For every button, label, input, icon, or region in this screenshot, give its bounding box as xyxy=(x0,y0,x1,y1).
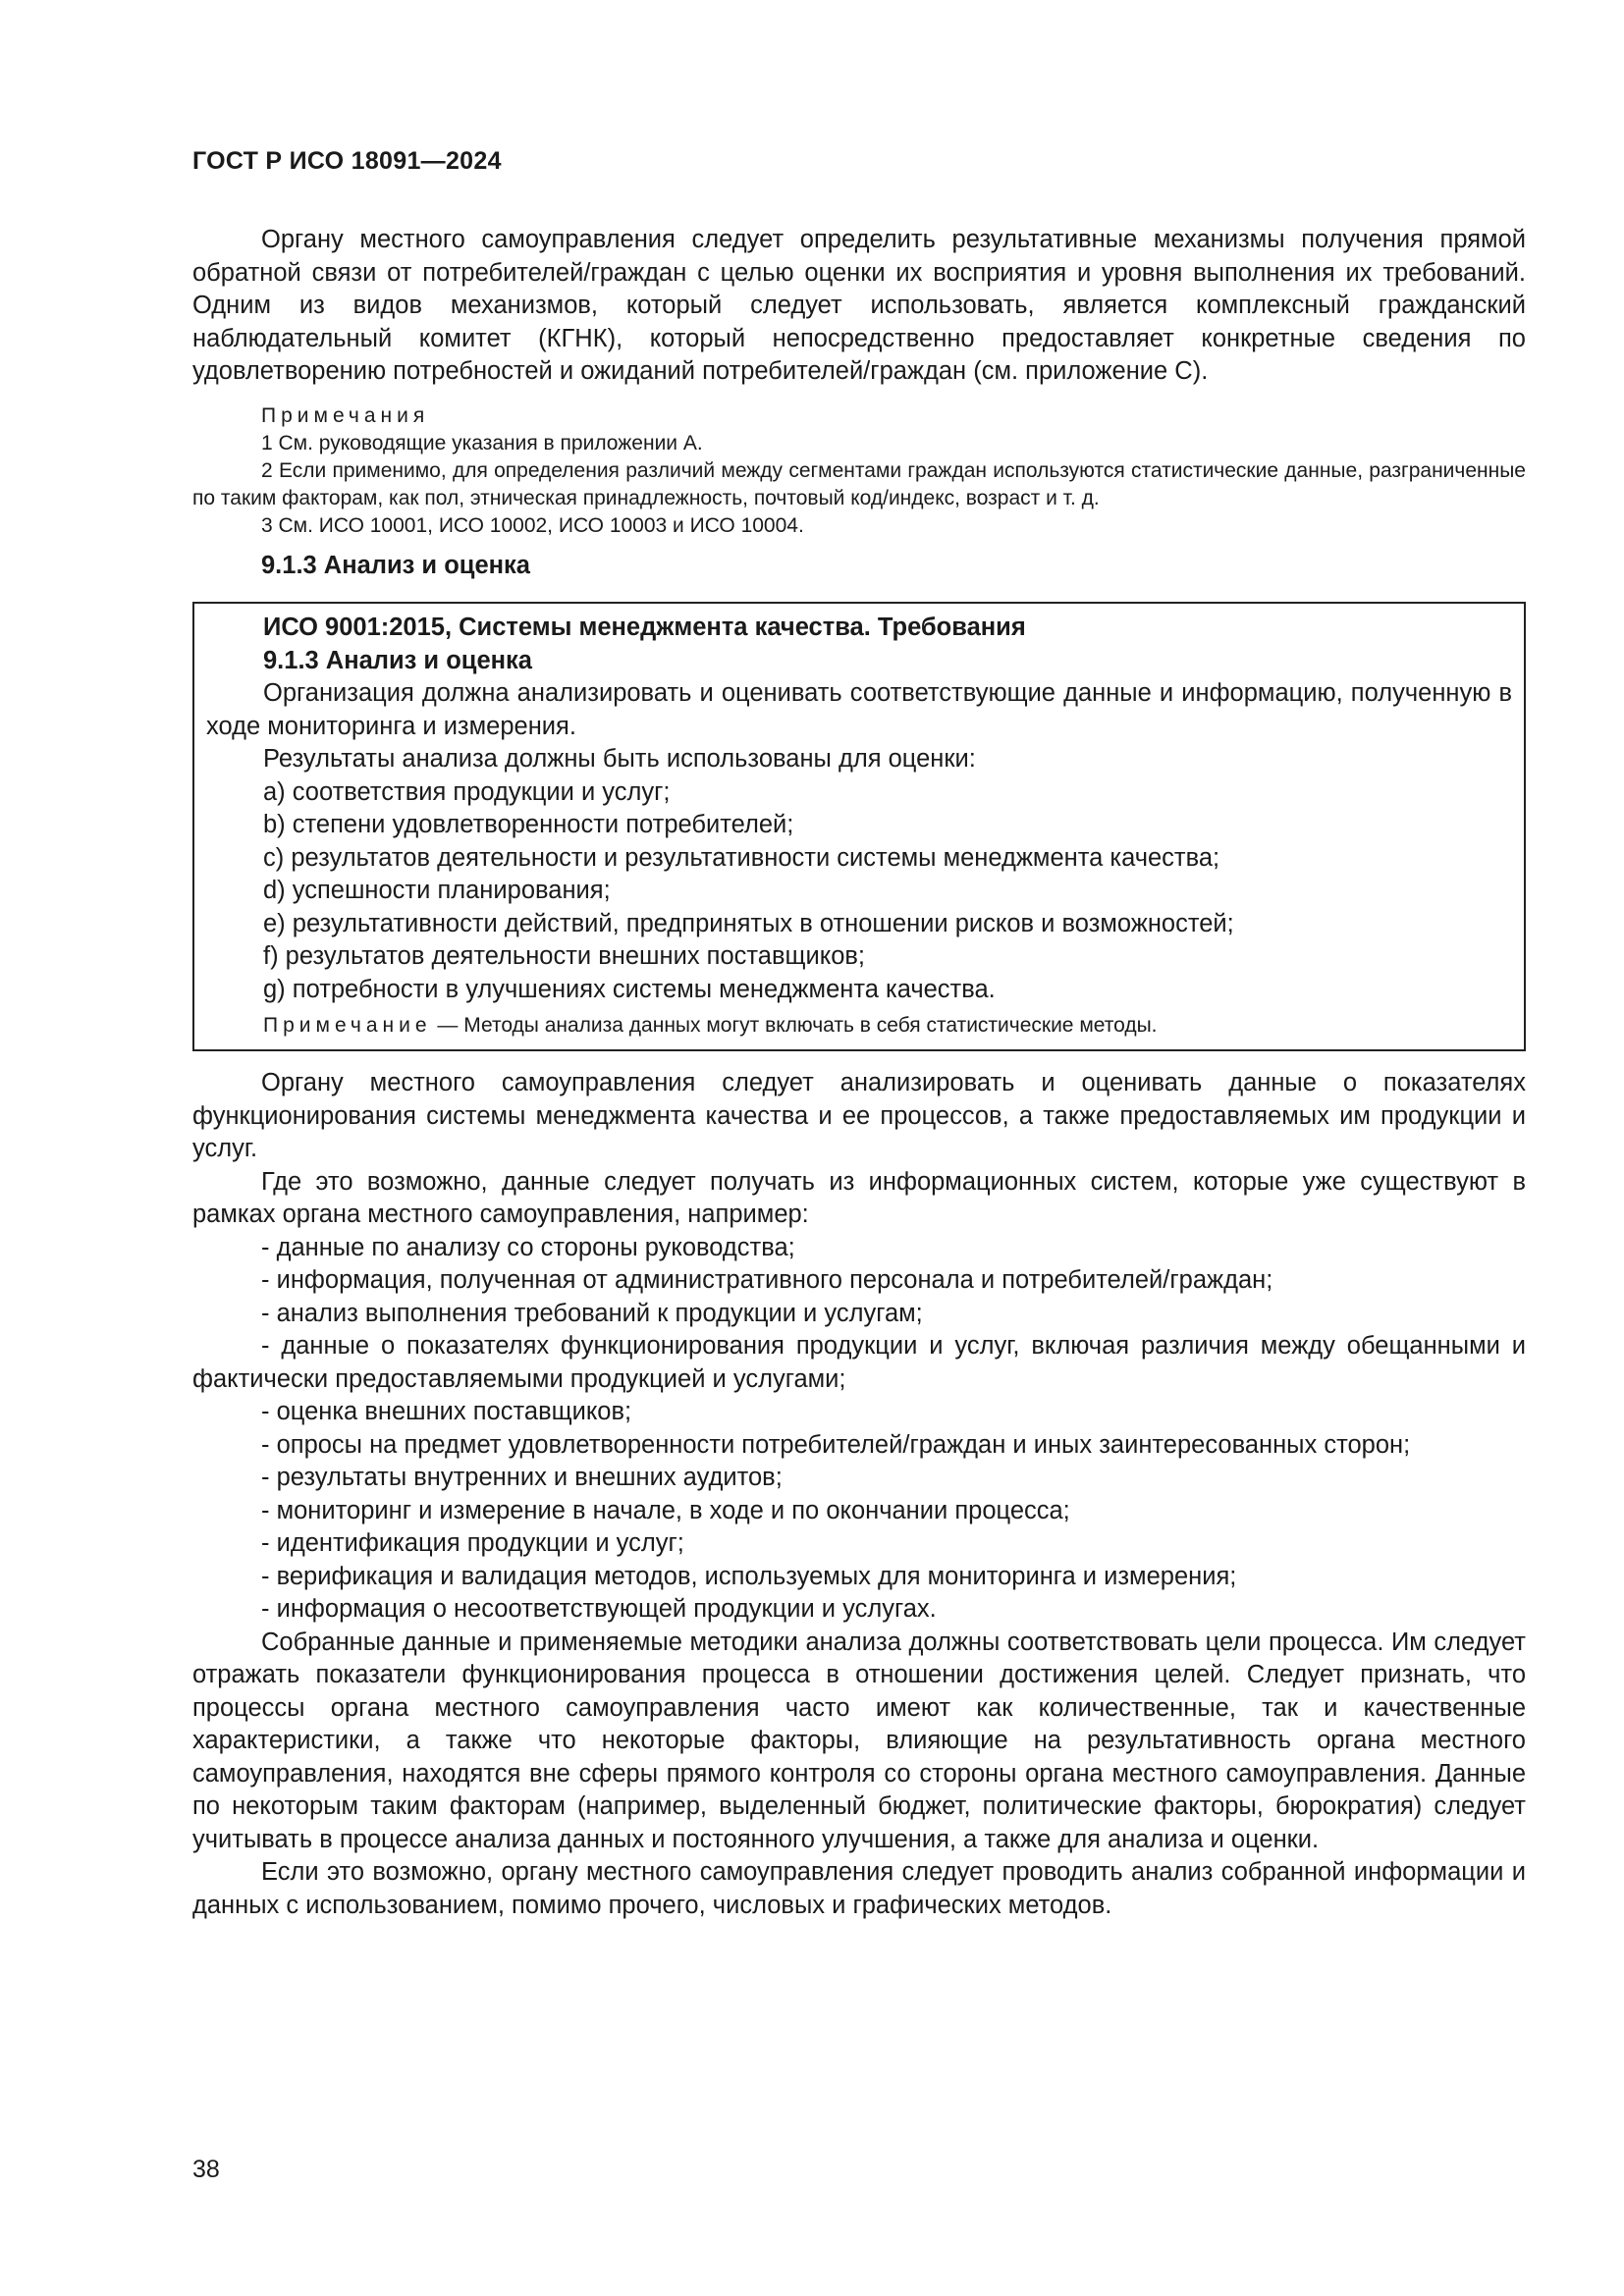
note-item: 3 См. ИСО 10001, ИСО 10002, ИСО 10003 и ИСО 10004. xyxy=(261,513,804,537)
quote-list-item: d) успешности планирования; xyxy=(263,877,611,904)
document-header: ГОСТ Р ИСО 18091—2024 xyxy=(192,147,502,175)
note-item: 2 Если применимо, для определения различий между сегментами граждан используются статистические данные, разграниченные по таким факторам, как пол, этническая принадлежность, почтовый код/индекс, возраст и т. д. xyxy=(192,458,1526,509)
dash-list-item: - информация о несоответствующей продукции и услугах. xyxy=(261,1595,937,1623)
dash-list-item: - результаты внутренних и внешних аудитов; xyxy=(261,1464,783,1491)
notes-title: Примечания xyxy=(261,403,430,427)
note-item: 1 См. руководящие указания в приложении А. xyxy=(261,431,703,454)
quote-title: ИСО 9001:2015, Системы менеджмента качества. Требования xyxy=(263,614,1026,641)
notes-block xyxy=(192,402,1526,540)
quote-note-text: — Методы анализа данных могут включать в себя статистические методы. xyxy=(431,1014,1158,1037)
body-paragraph: Органу местного самоуправления следует анализировать и оценивать данные о показателях функционирования системы менеджмента качества и ее процессов, а также предоставляемых им продукции и услуг. xyxy=(192,1069,1526,1162)
quote-note-label: Примечание xyxy=(263,1014,432,1037)
quote-list-item: f) результатов деятельности внешних поставщиков; xyxy=(263,942,866,970)
intro-paragraph: Органу местного самоуправления следует определить результативные механизмы получения прямой обратной связи от потребителей/граждан с целью оценки их восприятия и уровня выполнения их требований. Одним из видов механизмов, который следует использовать, является комплексный гражданский наблюдательный комитет (КГНК), который непосредственно предоставляет конкретные сведения по удовлетворению потребностей и ожиданий потребителей/граждан (см. приложение С). xyxy=(192,226,1526,385)
quote-note xyxy=(206,1012,1512,1040)
quote-list-item: g) потребности в улучшениях системы менеджмента качества. xyxy=(263,975,996,1003)
section-heading: 9.1.3 Анализ и оценка xyxy=(261,551,530,579)
dash-list-item: - данные о показателях функционирования продукции и услуг, включая различия между обещанными и фактически предоставляемыми продукцией и услугами; xyxy=(192,1332,1526,1393)
dash-list-item: - мониторинг и измерение в начале, в ходе и по окончании процесса; xyxy=(261,1496,1070,1524)
dash-list-item: - опросы на предмет удовлетворенности потребителей/граждан и иных заинтересованных сторон; xyxy=(261,1430,1411,1459)
dash-list-item: - верификация и валидация методов, используемых для мониторинга и измерения; xyxy=(261,1562,1237,1590)
page-content xyxy=(192,224,1526,1922)
dash-list-item: - информация, полученная от административного персонала и потребителей/граждан; xyxy=(261,1266,1273,1294)
quote-list-item: e) результативности действий, предпринятых в отношении рисков и возможностей; xyxy=(263,909,1234,937)
quote-list-item: c) результатов деятельности и результативности системы менеджмента качества; xyxy=(263,843,1220,872)
iso-quote-box xyxy=(192,602,1526,1051)
body-paragraph: Где это возможно, данные следует получать из информационных систем, которые уже существуют в рамках органа местного самоуправления, например: xyxy=(192,1167,1526,1228)
dash-list-item: - оценка внешних поставщиков; xyxy=(261,1398,632,1425)
page-number: 38 xyxy=(192,2156,220,2183)
quote-subheading: 9.1.3 Анализ и оценка xyxy=(263,646,532,674)
dash-list-item: - анализ выполнения требований к продукции и услугам; xyxy=(261,1299,923,1327)
body-paragraph: Если это возможно, органу местного самоуправления следует проводить анализ собранной информации и данных с использованием, помимо прочего, числовых и графических методов. xyxy=(192,1858,1526,1919)
quote-paragraph: Организация должна анализировать и оценивать соответствующие данные и информацию, полученную в ходе мониторинга и измерения. xyxy=(206,679,1512,740)
dash-list-item: - идентификация продукции и услуг; xyxy=(261,1529,684,1557)
body-paragraph: Собранные данные и применяемые методики анализа должны соответствовать цели процесса. Им следует отражать показатели функционирования процесса в отношении достижения целей. Следует признать, что процессы органа местного самоуправления часто имеют как количественные, так и качественные характеристики, а также что некоторые факторы, влияющие на результативность органа местного самоуправления, находятся вне сферы прямого контроля со стороны органа местного самоуправления. Данные по некоторым таким факторам (например, выделенный бюджет, политические факторы, бюрократия) следует учитывать в процессе анализа данных и постоянного улучшения, а также для анализа и оценки. xyxy=(192,1628,1526,1853)
quote-list-item: a) соответствия продукции и услуг; xyxy=(263,777,671,806)
quote-list-item: b) степени удовлетворенности потребителей; xyxy=(263,811,794,838)
quote-paragraph: Результаты анализа должны быть использованы для оценки: xyxy=(263,745,976,773)
dash-list-item: - данные по анализу со стороны руководства; xyxy=(261,1233,795,1261)
